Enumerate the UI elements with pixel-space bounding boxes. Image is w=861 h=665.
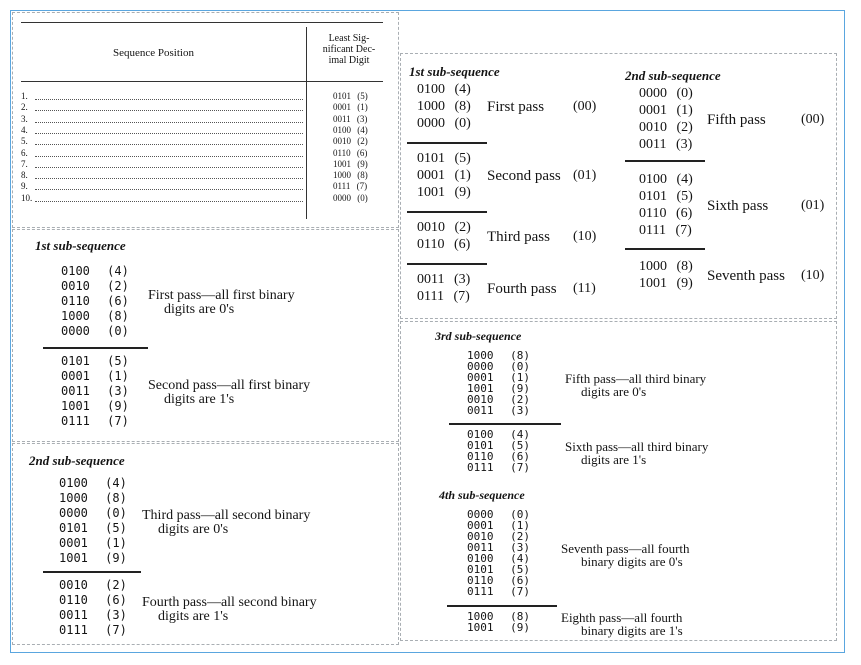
rt-code: 0110 (6): [417, 237, 471, 252]
rt-code: 0010 (2): [639, 120, 693, 135]
lb-code: 0010 (2): [59, 578, 127, 592]
table-row-value: 0111 (7): [333, 181, 368, 192]
rt-code: 1000 (8): [417, 99, 471, 114]
table-header-rule: [21, 81, 383, 82]
lm-divider: [43, 347, 148, 349]
right-bot-panel: [400, 321, 837, 641]
sequence-table-panel: [12, 12, 399, 228]
table-row-value: 0011 (3): [333, 113, 368, 124]
rb4-code: 0110 (6): [467, 574, 530, 587]
rt-pass-bits: (10): [573, 228, 597, 244]
table-row-leader: [35, 201, 303, 202]
table-row-label: 3.: [21, 113, 28, 124]
rt-pass-label: Third pass: [487, 228, 550, 245]
table-header-digit: Least Sig- nificant Dec- imal Digit: [322, 33, 376, 66]
table-row-value: 0101 (5): [333, 91, 368, 101]
rt-code: 0100 (4): [417, 82, 471, 97]
table-row-value: 1000 (8): [333, 170, 368, 181]
table-header-position: Sequence Position: [113, 47, 194, 59]
lm-code: 0010 (2): [61, 279, 129, 293]
lb-code: 0000 (0): [59, 506, 127, 520]
rt-divider: [625, 160, 705, 162]
table-row-label: 2.: [21, 102, 28, 113]
table-top-rule: [21, 22, 383, 23]
lb-code: 0110 (6): [59, 593, 127, 607]
lm-code: 0101 (5): [61, 354, 129, 368]
lm-code: 0000 (0): [61, 324, 129, 338]
table-row-leader: [35, 189, 303, 190]
rt-divider: [625, 248, 705, 250]
rt-pass-label: Second pass: [487, 168, 561, 184]
lb-code: 1001 (9): [59, 551, 127, 565]
rt-pass-bits: (00): [801, 111, 825, 127]
rb3-code: 1001 (9): [467, 382, 530, 395]
rt-code: 0100 (4): [639, 172, 693, 187]
rb4-code: 0001 (1): [467, 519, 530, 532]
rb4-code: 0101 (5): [467, 563, 530, 576]
rt-sub2-title: 2nd sub-sequence: [625, 68, 721, 83]
rt-divider: [407, 142, 487, 144]
rb4-desc-line2: binary digits are 1's: [581, 622, 683, 638]
rb4-desc-line1: Eighth pass—all fourth: [561, 609, 683, 625]
lm-desc-line1: First pass—all first binary: [148, 288, 295, 303]
lb-code: 0100 (4): [59, 476, 127, 490]
rb4-desc-line2: binary digits are 0's: [581, 553, 683, 569]
rt-code: 0110 (6): [639, 206, 693, 221]
lm-code: 1000 (8): [61, 309, 129, 323]
lb-divider: [43, 571, 141, 573]
lm-code: 0001 (1): [61, 369, 129, 383]
table-column-divider: [306, 27, 307, 219]
rt-code: 0001 (1): [639, 103, 693, 118]
rb4-code: 1001 (9): [467, 621, 530, 634]
lb-code: 0001 (1): [59, 536, 127, 550]
lb-desc-line1: Fourth pass—all second binary: [142, 594, 317, 610]
lb-desc-line2: digits are 1's: [158, 608, 229, 624]
rt-code: 1001 (9): [639, 276, 693, 291]
rb3-code: 0011 (3): [467, 404, 530, 417]
left-mid-panel: [12, 229, 399, 442]
table-row-leader: [35, 178, 303, 179]
lb-code: 0011 (3): [59, 608, 127, 622]
rb3-code: 0001 (1): [467, 371, 530, 384]
table-row-leader: [35, 133, 303, 134]
table-row-leader: [35, 110, 303, 111]
rt-code: 1001 (9): [417, 185, 471, 200]
table-row-label: 1.: [21, 91, 28, 101]
table-row-label: 5.: [21, 136, 28, 147]
rb4-code: 0011 (3): [467, 541, 530, 554]
table-row-value: 1001 (9): [333, 158, 368, 169]
lm-desc-line2: digits are 1's: [164, 392, 235, 407]
rb3-code: 0110 (6): [467, 450, 530, 463]
rt-pass-bits: (10): [801, 267, 825, 283]
rb4-code: 0000 (0): [467, 508, 530, 521]
rt-pass-label: Fourth pass: [487, 280, 557, 297]
lb-code: 0111 (7): [59, 623, 127, 637]
rt-pass-bits: (01): [801, 197, 825, 213]
lm-code: 0100 (4): [61, 264, 129, 278]
rb3-title: 3rd sub-sequence: [435, 329, 522, 343]
table-row-leader: [35, 144, 303, 145]
rt-code: 0010 (2): [417, 220, 471, 235]
lb-desc-line1: Third pass—all second binary: [142, 507, 311, 523]
table-row-leader: [35, 156, 303, 157]
rt-pass-bits: (11): [573, 280, 596, 296]
rt-pass-label: Seventh pass: [707, 267, 785, 284]
rt-code: 0101 (5): [639, 189, 693, 204]
table-row-label: 8.: [21, 170, 28, 181]
rt-sub1-title: 1st sub-sequence: [409, 64, 500, 79]
rt-code: 0000 (0): [417, 116, 471, 131]
rb4-code: 0010 (2): [467, 530, 530, 543]
rt-code: 0111 (7): [639, 223, 692, 238]
rt-code: 0011 (3): [639, 137, 693, 152]
rt-divider: [407, 211, 487, 213]
rt-divider: [407, 263, 487, 265]
rb3-desc-line2: digits are 0's: [581, 383, 647, 399]
rb3-divider: [449, 423, 561, 425]
rb3-desc-line1: Sixth pass—all third binary: [565, 438, 709, 454]
lm-desc-line2: digits are 0's: [164, 302, 235, 317]
rb3-desc-line1: Fifth pass—all third binary: [565, 370, 707, 386]
table-row-label: 6.: [21, 147, 28, 158]
table-row-leader: [35, 167, 303, 168]
lm-desc-line1: Second pass—all first binary: [148, 378, 311, 393]
lb-desc-line2: digits are 0's: [158, 521, 229, 537]
table-row-label: 4.: [21, 124, 28, 135]
rt-code: 1000 (8): [639, 259, 693, 274]
table-row-label: 7.: [21, 158, 28, 169]
rt-code: 0101 (5): [417, 151, 471, 166]
lm-code: 1001 (9): [61, 399, 129, 413]
rt-pass-label: Sixth pass: [707, 197, 769, 214]
lm-title: 1st sub-sequence: [35, 238, 126, 253]
rb3-code: 0100 (4): [467, 428, 530, 441]
rb4-divider: [447, 605, 557, 607]
rb3-code: 0010 (2): [467, 393, 530, 406]
rt-code: 0001 (1): [417, 168, 471, 183]
lb-code: 1000 (8): [59, 491, 127, 505]
table-row-value: 0010 (2): [333, 136, 368, 147]
rb3-desc-line2: digits are 1's: [581, 451, 647, 467]
table-row-value: 0001 (1): [333, 102, 368, 113]
table-row-value: 0100 (4): [333, 124, 368, 135]
rb3-code: 0000 (0): [467, 360, 530, 373]
rb4-title: 4th sub-sequence: [439, 488, 525, 502]
rt-pass-label: Fifth pass: [707, 111, 766, 128]
lb-code: 0101 (5): [59, 521, 127, 535]
rb4-code: 1000 (8): [467, 610, 530, 623]
lb-title: 2nd sub-sequence: [29, 453, 125, 468]
right-top-panel: [400, 53, 837, 319]
table-row-leader: [35, 122, 303, 123]
table-row-leader: [35, 99, 303, 100]
rb3-code: 0101 (5): [467, 439, 530, 452]
rt-pass-bits: (00): [573, 99, 597, 114]
rt-code: 0000 (0): [639, 86, 693, 101]
lm-code: 0110 (6): [61, 294, 129, 308]
lm-code: 0111 (7): [61, 414, 129, 428]
table-row-value: 0000 (0): [333, 192, 368, 203]
rt-pass-label: First pass: [487, 99, 545, 115]
left-bot-panel: [12, 443, 399, 645]
rt-pass-bits: (01): [573, 168, 597, 183]
lm-code: 0011 (3): [61, 384, 129, 398]
rb4-desc-line1: Seventh pass—all fourth: [561, 540, 690, 556]
table-row-label: 9.: [21, 181, 28, 192]
rb3-code: 0111 (7): [467, 461, 530, 474]
rb4-code: 0100 (4): [467, 552, 530, 565]
rt-code: 0111 (7): [417, 289, 470, 304]
rb4-code: 0111 (7): [467, 585, 530, 598]
rb3-code: 1000 (8): [467, 349, 530, 362]
table-row-value: 0110 (6): [333, 147, 368, 158]
table-row-label: 10.: [21, 192, 33, 203]
rt-code: 0011 (3): [417, 272, 471, 287]
